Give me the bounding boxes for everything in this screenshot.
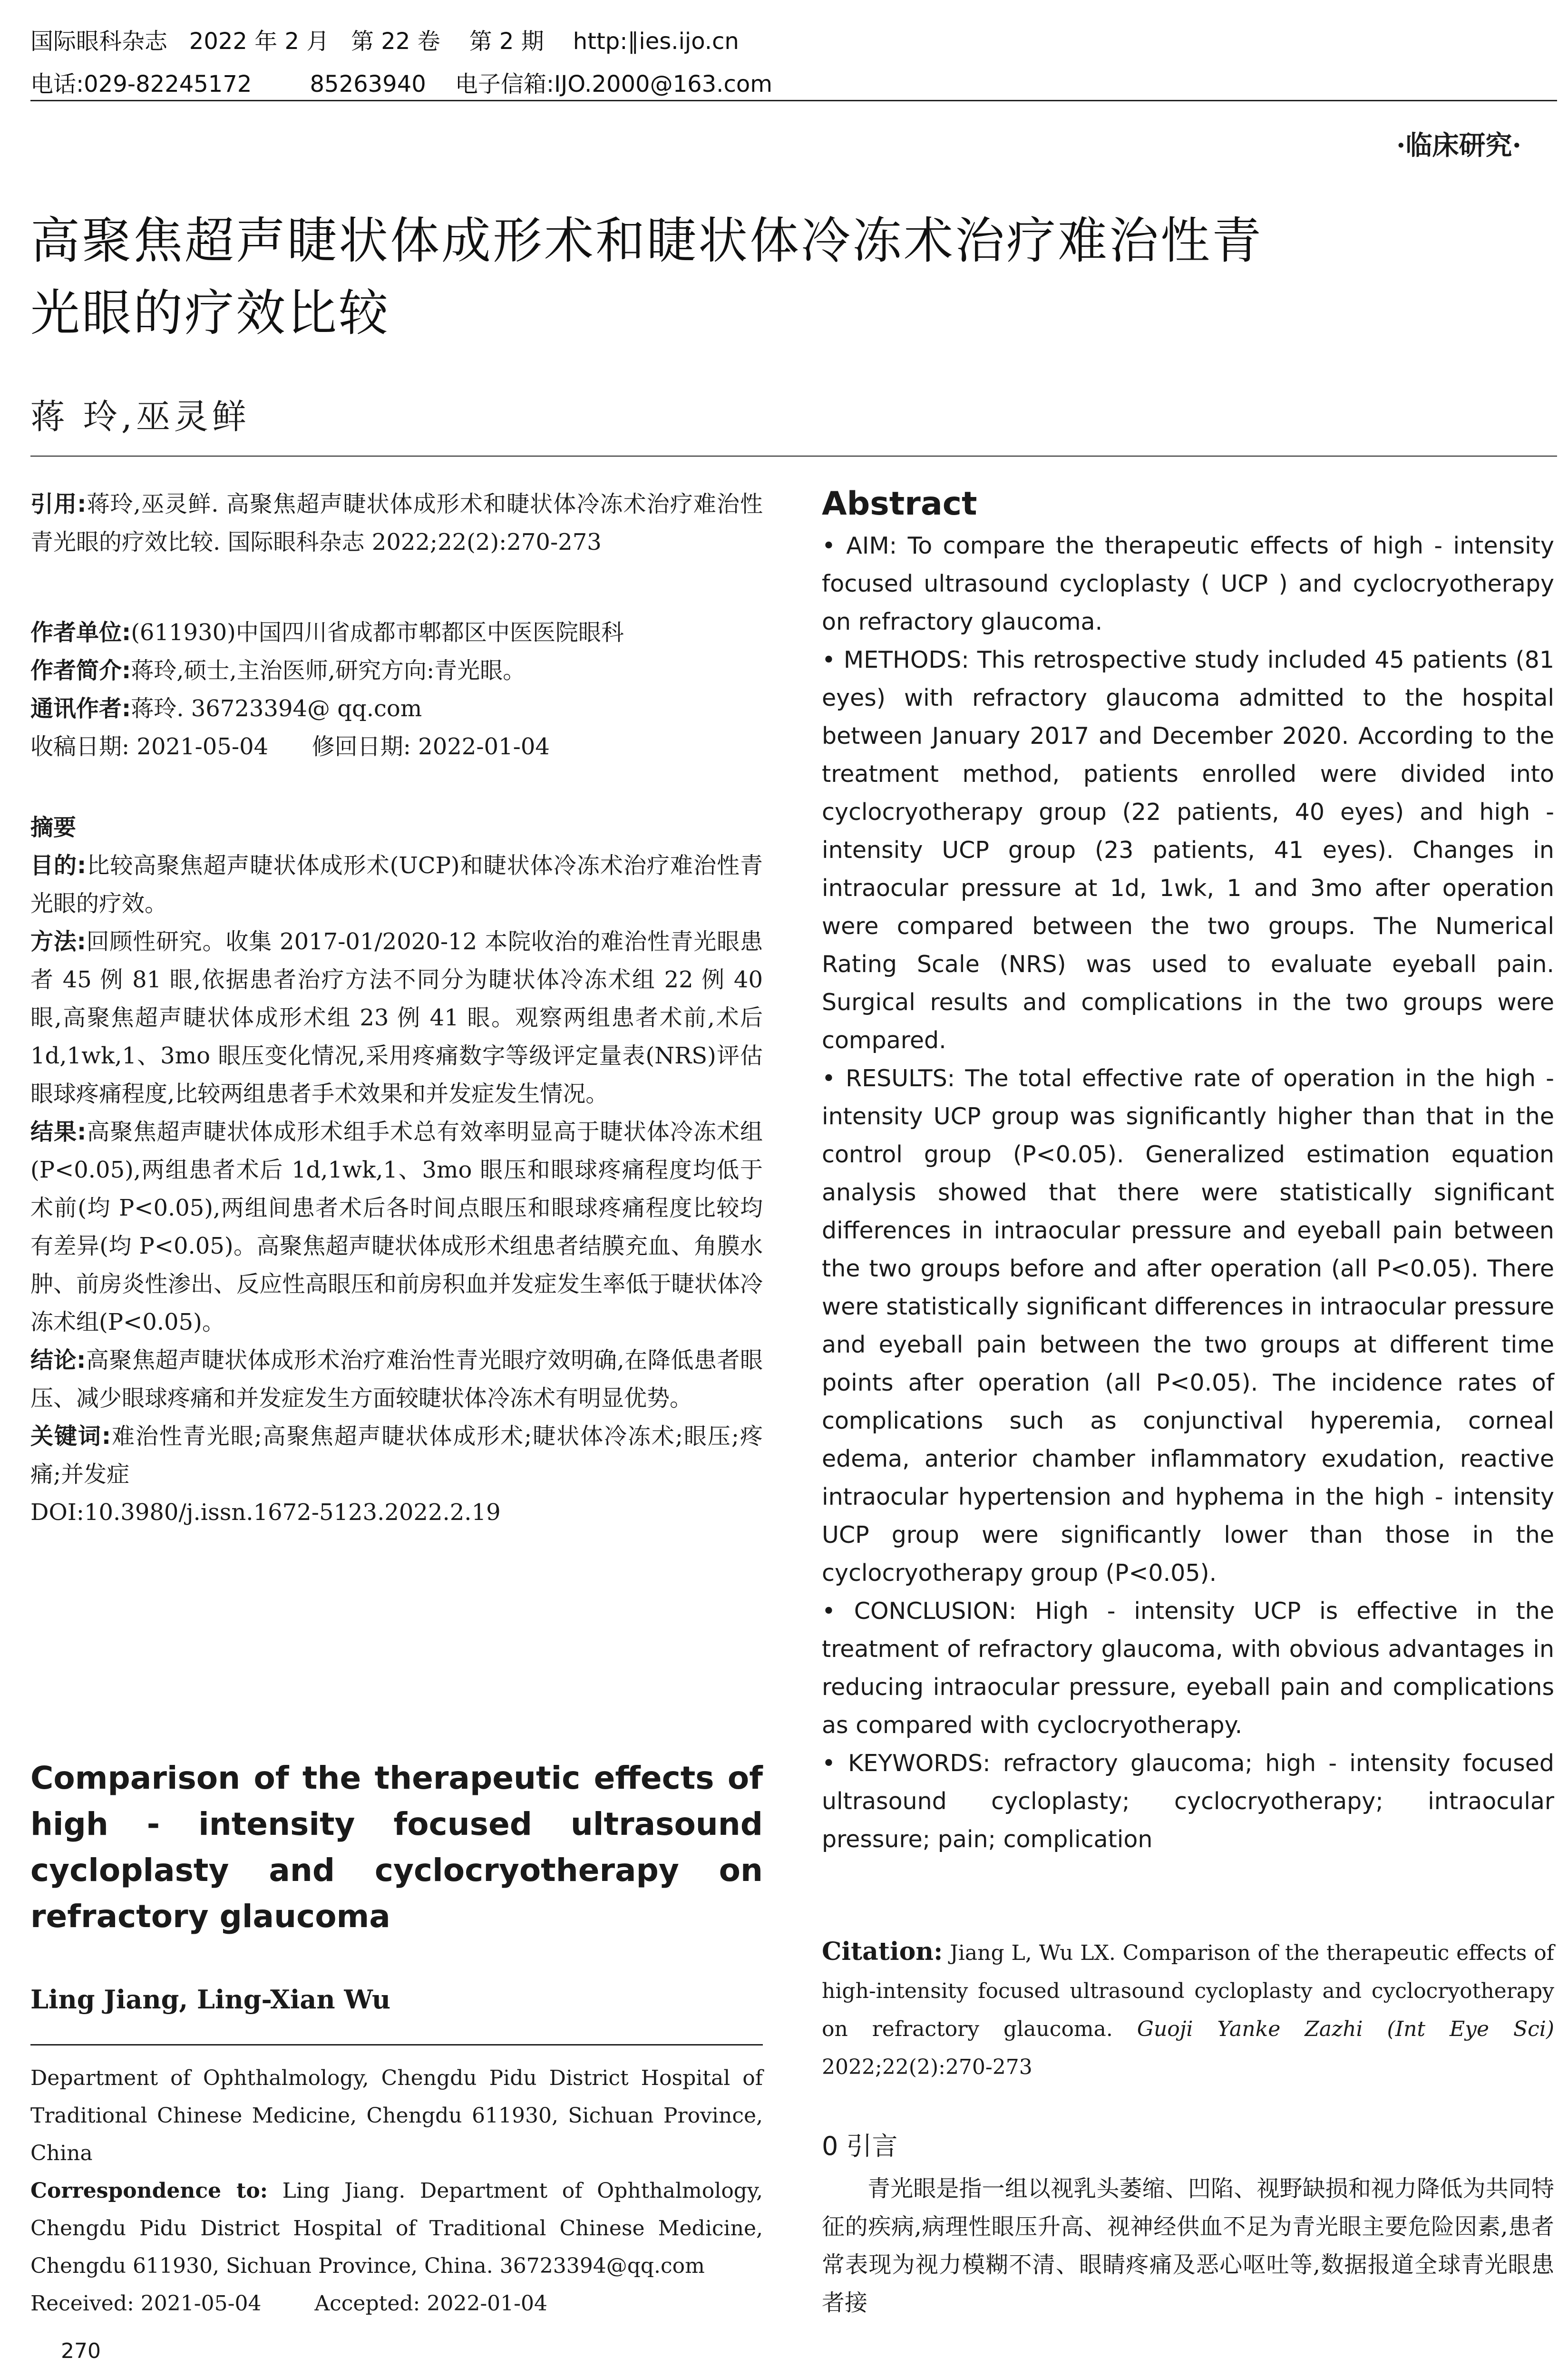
abstract-en-methods: • METHODS: This retrospective study included 45 patients (81 eyes) with refractory glaucoma admitted to the hospital between January 2017 and December 2020. According to the treatment method, patients enrolled were divided into cyclocryotherapy group (22 patients, 40 eyes) and high - intensity UCP group (23 patients, 41 eyes). Changes in intraocular pressure at 1d, 1wk, 1 and 3mo after operation were compared between the two groups. The Numerical Rating Scale (NRS) was used to evaluate eyeball pain. Surgical results and complications in the two groups were compared.: [822, 646, 1554, 1054]
title-divider: [30, 456, 1557, 457]
received-dates: 收稿日期: 2021-05-04 修回日期: 2022-01-04: [30, 733, 550, 760]
citation-en-tail: 2022;22(2):270-273: [822, 2055, 1032, 2079]
correspondence-en-text: Ling Jiang. Department of Ophthalmology, Chengdu Pidu District Hospital of Traditional Chinese Medicine, Chengdu 611930, Sichuan Province, China. 36723394@qq.com: [30, 2179, 763, 2278]
abstract-cn-methods-label: 方法:: [30, 928, 86, 955]
author-bio-label: 作者简介:: [30, 657, 131, 684]
abstract-en-heading: Abstract: [822, 485, 977, 523]
abstract-cn-conclusion: [30, 1341, 763, 1417]
affiliation-block: [30, 2059, 763, 2322]
citation-cn: [30, 485, 763, 561]
received-accepted-en: Received: 2021-05-04 Accepted: 2022-01-04: [30, 2291, 548, 2316]
citation-cn-text: 蒋玲,巫灵鲜. 高聚焦超声睫状体成形术和睫状体冷冻术治疗难治性青光眼的疗效比较. 国际眼科杂志 2022;22(2):270-273: [30, 491, 763, 555]
section-tag: ·临床研究·: [1396, 130, 1521, 161]
corresponding-author: [30, 690, 763, 728]
abstract-en-conclusion: • CONCLUSION: High - intensity UCP is effective in the treatment of refractory glaucoma, with obvious advantages in reducing intraocular pressure, eyeball pain and complications as compared with cyclocryotherapy.: [822, 1598, 1554, 1739]
left-column: [30, 485, 763, 1531]
keywords-cn-text: 难治性青光眼;高聚焦超声睫状体成形术;睫状体冷冻术;眼压;疼痛;并发症: [30, 1423, 763, 1488]
header-divider: [30, 100, 1557, 101]
citation-en-label: Citation:: [822, 1937, 943, 1966]
corresponding-author-label: 通讯作者:: [30, 695, 131, 722]
abstract-cn-methods-text: 回顾性研究。收集 2017-01/2020-12 本院收治的难治性青光眼患者 45 例 81 眼,依据患者治疗方法不同分为睫状体冷冻术组 22 例 40 眼,高聚焦超声睫状体成形术组 23 例 41 眼。观察两组患者术前,术后 1d,1wk,1、3mo 眼压变化情况,采用疼痛数字等级评定量表(NRS)评估眼球疼痛程度,比较两组患者手术效果和并发症发生情况。: [30, 928, 763, 1107]
abstract-en-results: • RESULTS: The total effective rate of operation in the high - intensity UCP group was significantly higher than that in the control group (P<0.05). Generalized estimation equation analysis showed that there were statistically significant differences in intraocular pressure and eyeball pain between the two groups before and after operation (all P<0.05). There were statistically significant differences in intraocular pressure and eyeball pain between the two groups at different time points after operation (all P<0.05). The incidence rates of complications such as conjunctival hyperemia, corneal edema, anterior chamber inflammatory exudation, reactive intraocular hypertension and hyphema in the high - intensity UCP group were significantly lower than those in the cyclocryotherapy group (P<0.05).: [822, 1065, 1554, 1587]
abstract-cn-aim-text: 比较高聚焦超声睫状体成形术(UCP)和睫状体冷冻术治疗难治性青光眼的疗效。: [30, 852, 763, 917]
abstract-cn-aim: [30, 847, 763, 923]
abstract-cn-results: [30, 1113, 763, 1341]
abstract-cn-results-text: 高聚焦超声睫状体成形术组手术总有效率明显高于睫状体冷冻术组(P<0.05),两组患者术后 1d,1wk,1、3mo 眼压和眼球疼痛程度均低于术前(均 P<0.05),两组间患者术后各时间点眼压和眼球疼痛程度比较均有差异(均 P<0.05)。高聚焦超声睫状体成形术组患者结膜充血、角膜水肿、前房炎性渗出、反应性高眼压和前房积血并发症发生率低于睫状体冷冻术组(P<0.05)。: [30, 1119, 763, 1335]
abstract-cn-conclusion-text: 高聚焦超声睫状体成形术治疗难治性青光眼疗效明确,在降低患者眼压、减少眼球疼痛和并发症发生方面较睫状体冷冻术有明显优势。: [30, 1347, 763, 1412]
citation-cn-label: 引用:: [30, 491, 87, 517]
abstract-cn-results-label: 结果:: [30, 1119, 87, 1145]
correspondence-en: [30, 2172, 763, 2285]
journal-header-line2: 电话:029-82245172 85263940 电子信箱:IJO.2000@163.com: [30, 71, 772, 97]
authors-en: Ling Jiang, Ling-Xian Wu: [30, 1984, 391, 2015]
citation-en-journal: Guoji Yanke Zazhi (Int Eye Sci): [1137, 2017, 1554, 2041]
author-unit-label: 作者单位:: [30, 619, 131, 646]
page-number: 270: [61, 2339, 101, 2363]
intro-heading: 0 引言: [822, 2131, 898, 2161]
author-unit-text: (611930)中国四川省成都市郫都区中医医院眼科: [131, 619, 624, 646]
corresponding-author-text: 蒋玲. 36723394@ qq.com: [131, 695, 422, 722]
doi[interactable]: DOI:10.3980/j.issn.1672-5123.2022.2.19: [30, 1499, 501, 1526]
article-title-en: Comparison of the therapeutic effects of high - intensity focused ultrasound cycloplasty and cyclocryotherapy on refractory glaucoma: [30, 1760, 763, 1935]
correspondence-en-label: Correspondence to:: [30, 2179, 268, 2203]
abstract-en-body: [822, 527, 1554, 1859]
affiliation-en: Department of Ophthalmology, Chengdu Pidu District Hospital of Traditional Chinese Medicine, Chengdu 611930, Sichuan Province, China: [30, 2066, 763, 2165]
intro-paragraph: 青光眼是指一组以视乳头萎缩、凹陷、视野缺损和视力降低为共同特征的疾病,病理性眼压升高、视神经供血不足为青光眼主要危险因素,患者常表现为视力模糊不清、眼睛疼痛及恶心呕吐等,数据报道全球青光眼患者接: [822, 2175, 1554, 2316]
citation-en: [822, 1933, 1554, 2086]
author-unit: [30, 614, 763, 652]
citation-en-text: Jiang L, Wu LX. Comparison of the therapeutic effects of high-intensity focused ultrasound cycloplasty and cyclocryotherapy on refractory glaucoma.: [822, 1941, 1554, 2041]
article-title-cn-line2: 光眼的疗效比较: [30, 284, 390, 342]
author-bio: [30, 652, 763, 690]
author-bio-text: 蒋玲,硕士,主治医师,研究方向:青光眼。: [131, 657, 526, 684]
abstract-en-aim: • AIM: To compare the therapeutic effects of high - intensity focused ultrasound cycloplasty ( UCP ) and cyclocryotherapy on refractory glaucoma.: [822, 532, 1554, 635]
article-title-cn: [30, 205, 1552, 349]
abstract-en-keywords: • KEYWORDS: refractory glaucoma; high - intensity focused ultrasound cycloplasty; cyclocryotherapy; intraocular pressure; pain; complication: [822, 1750, 1554, 1853]
keywords-cn: [30, 1417, 763, 1493]
keywords-cn-label: 关键词:: [30, 1423, 111, 1450]
authors-cn: 蒋 玲,巫灵鲜: [30, 397, 250, 437]
abstract-cn-heading: 摘要: [30, 814, 77, 841]
abstract-cn-aim-label: 目的:: [30, 852, 87, 879]
abstract-cn-methods: [30, 923, 763, 1113]
article-title-cn-line1: 高聚焦超声睫状体成形术和睫状体冷冻术治疗难治性青: [30, 212, 1264, 270]
abstract-cn-conclusion-label: 结论:: [30, 1347, 86, 1374]
affiliation-divider: [30, 2044, 763, 2046]
journal-header-line1: 国际眼科杂志 2022 年 2 月 第 22 卷 第 2 期 http:∥ies.ijo.cn: [30, 28, 739, 55]
